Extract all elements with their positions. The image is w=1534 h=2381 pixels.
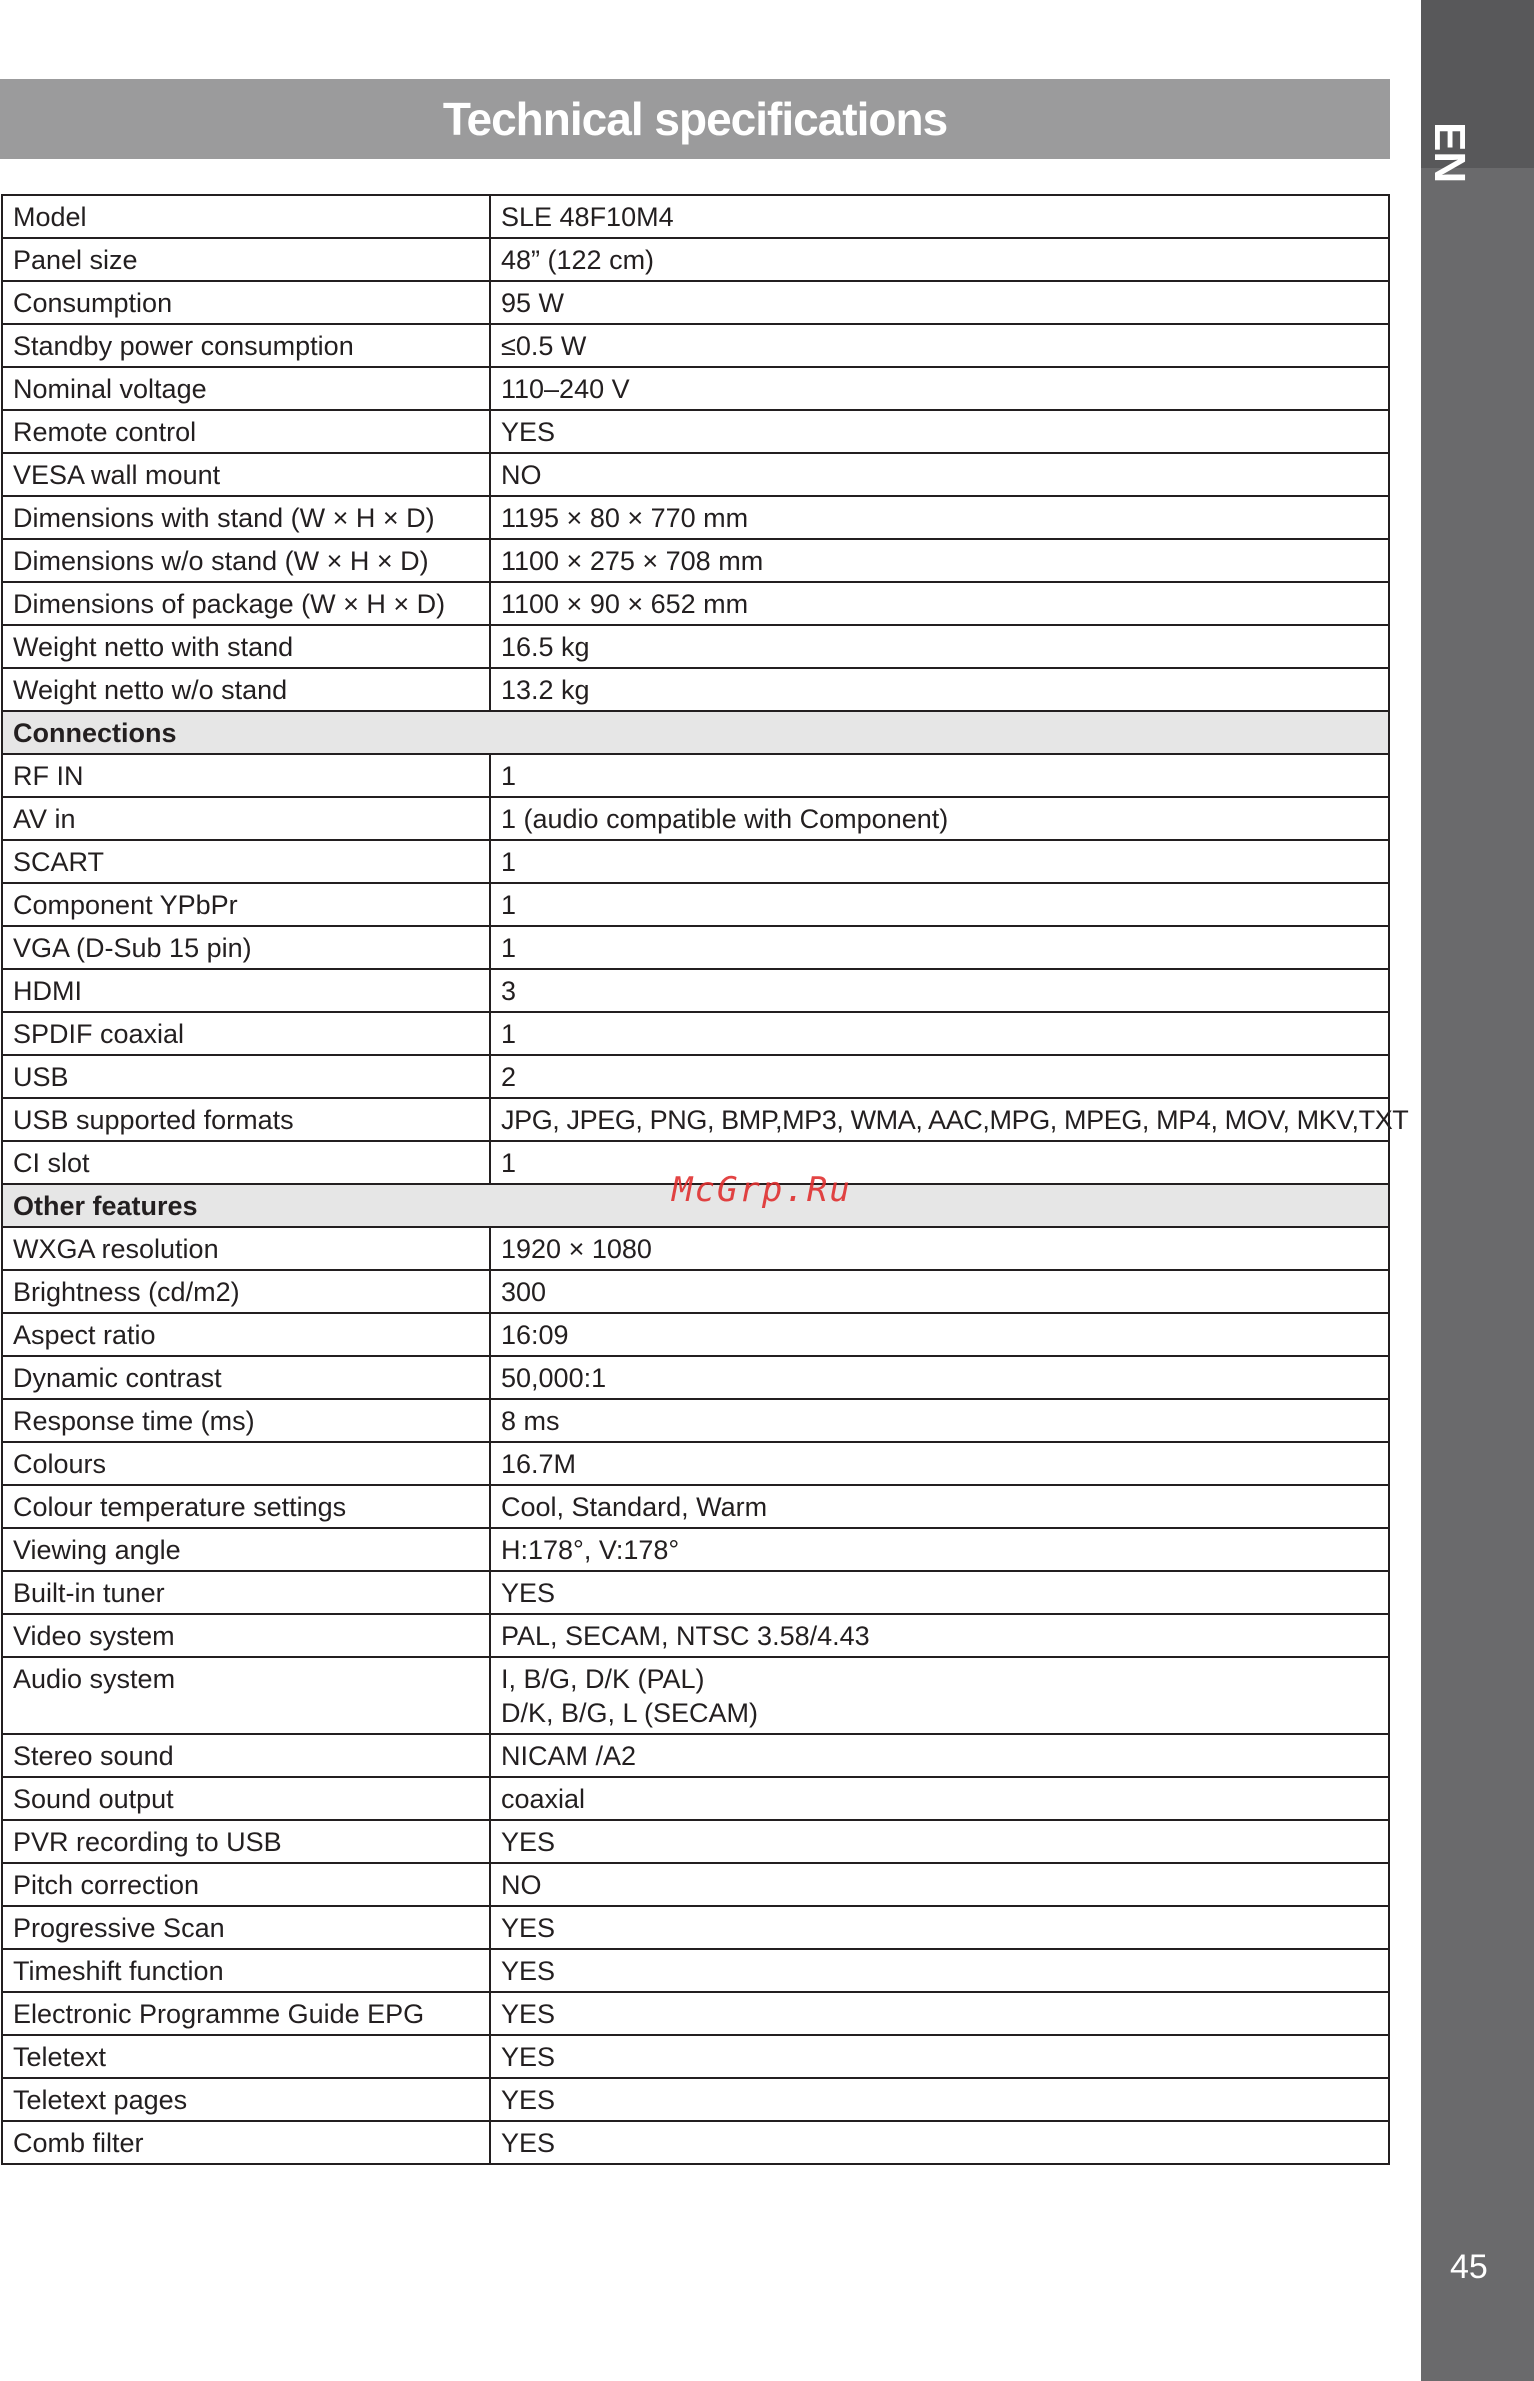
- spec-value: 1: [490, 1141, 1389, 1184]
- side-strip: [1421, 0, 1534, 2381]
- spec-value: coaxial: [490, 1777, 1389, 1820]
- spec-value-line: I, B/G, D/K (PAL): [501, 1664, 705, 1694]
- spec-label: Stereo sound: [2, 1734, 490, 1777]
- spec-value: YES: [490, 1571, 1389, 1614]
- spec-label: Weight netto w/o stand: [2, 668, 490, 711]
- spec-value: [490, 1657, 1389, 1734]
- spec-value: 1100 × 275 × 708 mm: [490, 539, 1389, 582]
- table-row: [2, 797, 1389, 840]
- table-row: [2, 1055, 1389, 1098]
- spec-label: Progressive Scan: [2, 1906, 490, 1949]
- page-title: Technical specifications: [442, 93, 948, 145]
- spec-value: 1: [490, 926, 1389, 969]
- spec-label: Built-in tuner: [2, 1571, 490, 1614]
- table-row: [2, 1399, 1389, 1442]
- spec-value: 1: [490, 1012, 1389, 1055]
- table-row: [2, 926, 1389, 969]
- table-row: [2, 1270, 1389, 1313]
- spec-label: Remote control: [2, 410, 490, 453]
- spec-label: Teletext: [2, 2035, 490, 2078]
- table-row: [2, 1820, 1389, 1863]
- watermark: McGrp.Ru: [672, 1170, 852, 1210]
- table-row: [2, 453, 1389, 496]
- spec-label: SCART: [2, 840, 490, 883]
- table-row: [2, 883, 1389, 926]
- table-row: [2, 582, 1389, 625]
- spec-value: YES: [490, 2035, 1389, 2078]
- spec-value: NO: [490, 1863, 1389, 1906]
- table-row: [2, 1528, 1389, 1571]
- title-bar: [0, 79, 1390, 159]
- table-row: [2, 1863, 1389, 1906]
- language-label: EN: [1425, 122, 1474, 184]
- table-row: [2, 1227, 1389, 1270]
- spec-value: 16.5 kg: [490, 625, 1389, 668]
- spec-value: SLE 48F10M4: [490, 195, 1389, 238]
- table-row: [2, 1734, 1389, 1777]
- table-row: [2, 1012, 1389, 1055]
- table-row: [2, 1657, 1389, 1734]
- spec-value: 16.7M: [490, 1442, 1389, 1485]
- section-title: Connections: [2, 711, 1389, 754]
- spec-label: AV in: [2, 797, 490, 840]
- table-row: [2, 1906, 1389, 1949]
- spec-label: Brightness (cd/m2): [2, 1270, 490, 1313]
- spec-value: 1195 × 80 × 770 mm: [490, 496, 1389, 539]
- spec-label: VESA wall mount: [2, 453, 490, 496]
- spec-label: Viewing angle: [2, 1528, 490, 1571]
- table-row: [2, 625, 1389, 668]
- spec-value: 13.2 kg: [490, 668, 1389, 711]
- table-row: [2, 969, 1389, 1012]
- spec-label: Teletext pages: [2, 2078, 490, 2121]
- table-row: [2, 2121, 1389, 2164]
- table-row: [2, 1313, 1389, 1356]
- spec-value: NICAM /A2: [490, 1734, 1389, 1777]
- table-row: [2, 668, 1389, 711]
- spec-label: USB supported formats: [2, 1098, 490, 1141]
- table-row: [2, 1571, 1389, 1614]
- spec-label: Video system: [2, 1614, 490, 1657]
- spec-value: 110–240 V: [490, 367, 1389, 410]
- spec-value-line: D/K, B/G, L (SECAM): [501, 1698, 759, 1728]
- table-row: [2, 1442, 1389, 1485]
- spec-value: YES: [490, 1906, 1389, 1949]
- table-row: [2, 1614, 1389, 1657]
- section-header-connections: [2, 711, 1389, 754]
- spec-label: Electronic Programme Guide EPG: [2, 1992, 490, 2035]
- spec-value: YES: [490, 2078, 1389, 2121]
- table-row: [2, 1485, 1389, 1528]
- spec-label: Audio system: [2, 1657, 490, 1734]
- spec-value: 16:09: [490, 1313, 1389, 1356]
- spec-label: Weight netto with stand: [2, 625, 490, 668]
- spec-label: Comb filter: [2, 2121, 490, 2164]
- spec-label: SPDIF coaxial: [2, 1012, 490, 1055]
- spec-label: USB: [2, 1055, 490, 1098]
- table-row: [2, 238, 1389, 281]
- spec-label: Aspect ratio: [2, 1313, 490, 1356]
- spec-label: Colours: [2, 1442, 490, 1485]
- spec-value: YES: [490, 2121, 1389, 2164]
- spec-value: 300: [490, 1270, 1389, 1313]
- table-row: [2, 281, 1389, 324]
- table-row: [2, 840, 1389, 883]
- spec-label: Dimensions with stand (W × H × D): [2, 496, 490, 539]
- table-row: [2, 2078, 1389, 2121]
- section-title: Other features: [2, 1184, 1389, 1227]
- spec-value: YES: [490, 1820, 1389, 1863]
- spec-label: Standby power consumption: [2, 324, 490, 367]
- table-row: [2, 539, 1389, 582]
- spec-value: 48” (122 cm): [490, 238, 1389, 281]
- spec-label: Timeshift function: [2, 1949, 490, 1992]
- spec-value: Cool, Standard, Warm: [490, 1485, 1389, 1528]
- spec-value: YES: [490, 1992, 1389, 2035]
- table-row: [2, 1098, 1389, 1141]
- table-row: [2, 410, 1389, 453]
- spec-label: Consumption: [2, 281, 490, 324]
- spec-value: H:178°, V:178°: [490, 1528, 1389, 1571]
- table-row: [2, 367, 1389, 410]
- spec-value: YES: [490, 410, 1389, 453]
- spec-label: CI slot: [2, 1141, 490, 1184]
- spec-value: 3: [490, 969, 1389, 1012]
- spec-label: Dimensions w/o stand (W × H × D): [2, 539, 490, 582]
- spec-value: YES: [490, 1949, 1389, 1992]
- spec-value: 1920 × 1080: [490, 1227, 1389, 1270]
- table-row: [2, 1992, 1389, 2035]
- spec-value: NO: [490, 453, 1389, 496]
- spec-value: 1: [490, 840, 1389, 883]
- spec-value: ≤0.5 W: [490, 324, 1389, 367]
- table-row: [2, 754, 1389, 797]
- spec-label: RF IN: [2, 754, 490, 797]
- spec-label: HDMI: [2, 969, 490, 1012]
- spec-value: 1100 × 90 × 652 mm: [490, 582, 1389, 625]
- table-row: [2, 1777, 1389, 1820]
- spec-value: JPG, JPEG, PNG, BMP,MP3, WMA, AAC,MPG, MPEG, MP4, MOV, MKV,TXT: [490, 1098, 1389, 1141]
- spec-value: 1: [490, 754, 1389, 797]
- spec-label: Dimensions of package (W × H × D): [2, 582, 490, 625]
- spec-label: Sound output: [2, 1777, 490, 1820]
- table-row: [2, 195, 1389, 238]
- spec-label: PVR recording to USB: [2, 1820, 490, 1863]
- spec-label: Panel size: [2, 238, 490, 281]
- spec-label: Response time (ms): [2, 1399, 490, 1442]
- spec-value: PAL, SECAM, NTSC 3.58/4.43: [490, 1614, 1389, 1657]
- spec-value: 50,000:1: [490, 1356, 1389, 1399]
- spec-label: Nominal voltage: [2, 367, 490, 410]
- spec-value: 1 (audio compatible with Component): [490, 797, 1389, 840]
- table-row: [2, 1949, 1389, 1992]
- spec-label: Component YPbPr: [2, 883, 490, 926]
- spec-value: 2: [490, 1055, 1389, 1098]
- spec-label: WXGA resolution: [2, 1227, 490, 1270]
- spec-value: 8 ms: [490, 1399, 1389, 1442]
- spec-value: 1: [490, 883, 1389, 926]
- table-row: [2, 1356, 1389, 1399]
- spec-value: 95 W: [490, 281, 1389, 324]
- spec-label: Model: [2, 195, 490, 238]
- spec-label: Pitch correction: [2, 1863, 490, 1906]
- spec-label: Dynamic contrast: [2, 1356, 490, 1399]
- table-row: [2, 2035, 1389, 2078]
- spec-label: VGA (D-Sub 15 pin): [2, 926, 490, 969]
- page-number: 45: [1450, 2248, 1488, 2286]
- table-row: [2, 496, 1389, 539]
- spec-label: Colour temperature settings: [2, 1485, 490, 1528]
- table-row: [2, 324, 1389, 367]
